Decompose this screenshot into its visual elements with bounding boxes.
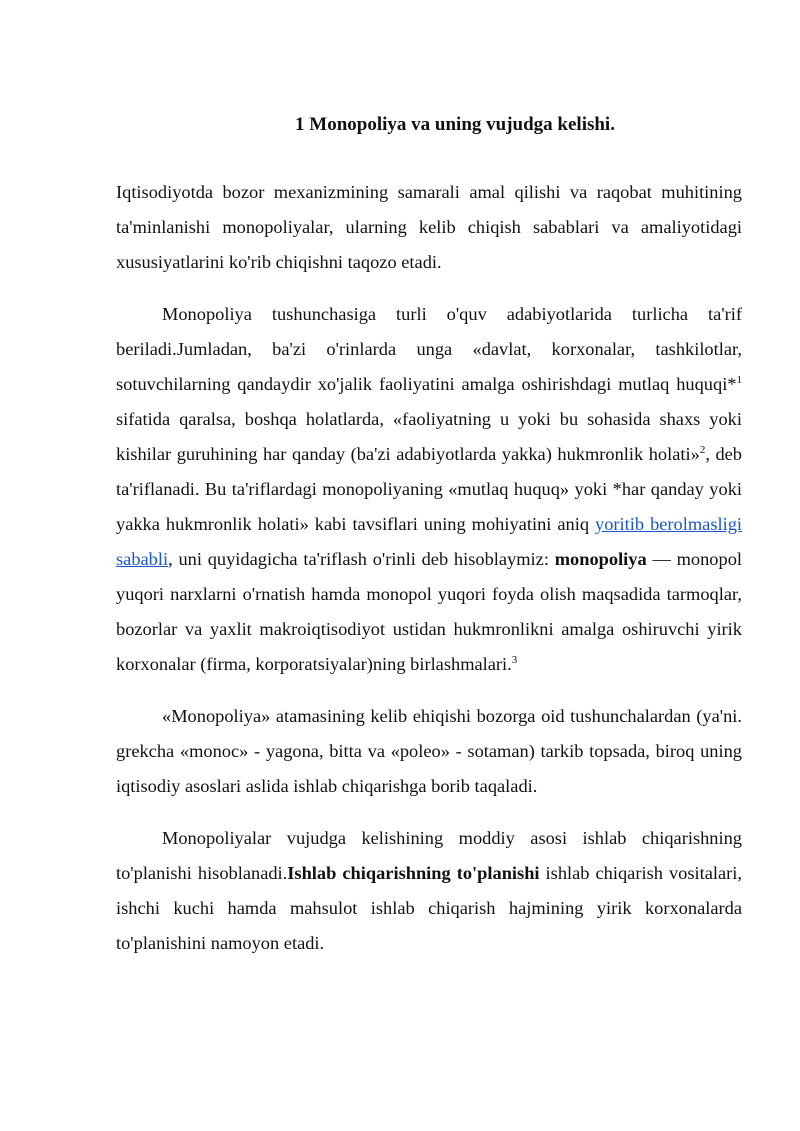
document-body <box>116 175 742 978</box>
paragraph-intro: Iqtisodiyotda bozor mexanizmining samarali amal qilishi va raqobat muhitining ta'minlanishi monopoliyalar, ularning kelib chiqish sabablari va amaliyotidagi xususiyatlarini ko'rib chiqishni taqozo etadi. <box>116 182 742 272</box>
paragraph-text: Monopoliyalar vujudga kelishining moddiy asosi ishlab chiqarishning to'planishi hisoblanadi. <box>116 828 742 883</box>
paragraph-etymology: «Monopoliya» atamasining kelib ehiqishi bozorga oid tushunchalardan (ya'ni. grekcha «monoc» - yagona, bitta va «poleo» - sotaman) tarkib topsada, biroq uning iqtisodiy asoslari aslida ishlab chiqarishga borib taqaladi. <box>116 706 742 796</box>
paragraph-concentration <box>116 821 742 961</box>
footnote-ref-3[interactable]: 3 <box>511 653 518 666</box>
paragraph-definition <box>116 297 742 682</box>
bold-term-concentration: Ishlab chiqarishning to'planishi <box>287 863 540 883</box>
paragraph-text: Monopoliya tushunchasiga turli o'quv adabiyotlarida turlicha ta'rif beriladi.Jumladan, ba'zi o'rinlarda unga «davlat, korxonalar, tashkilotlar, sotuvchilarning qandaydir xo'jalik faoliyatini amalga oshirishdagi mutlaq huquqi* <box>116 304 742 394</box>
bold-term-monopoliya: monopoliya <box>554 549 647 569</box>
paragraph-text: — monopol yuqori narxlarni o'rnatish hamda monopol yuqori foyda olish maqsadida tarmoqlar, bozorlar va yaxlit makroiqtisodiyot ustidan hukmronlikni amalga oshiruvchi yirik korxonalar (firma, korporatsiyalar)ning birlashmalari. <box>116 549 742 674</box>
paragraph-text: , uni quyidagicha ta'riflash o'rinli deb hisoblaymiz: <box>168 549 555 569</box>
footnote-ref-2[interactable]: 2 <box>699 443 706 456</box>
section-title: 1 Monopoliya va uning vujudga kelishi. <box>295 114 615 135</box>
hyperlink[interactable]: yoritib berolmasligi sababli <box>116 514 742 569</box>
footnote-ref-1[interactable]: 1 <box>736 373 742 386</box>
paragraph-text: sifatida qaralsa, boshqa holatlarda, «faoliyatning u yoki bu sohasida shaxs yoki kishilar guruhining har qanday (ba'zi adabiyotlarda yakka) hukmronlik holati» <box>116 409 742 464</box>
paragraph-text: ishlab chiqarish vositalari, ishchi kuchi hamda mahsulot ishlab chiqarish hajmining yirik korxonalarda to'planishini namoyon etadi. <box>116 863 742 953</box>
paragraph-text: , deb ta'riflanadi. Bu ta'riflardagi monopoliyaning «mutlaq huquq» yoki *har qanday yoki yakka hukmronlik holati» kabi tavsiflari uning mohiyatini aniq <box>116 444 742 534</box>
